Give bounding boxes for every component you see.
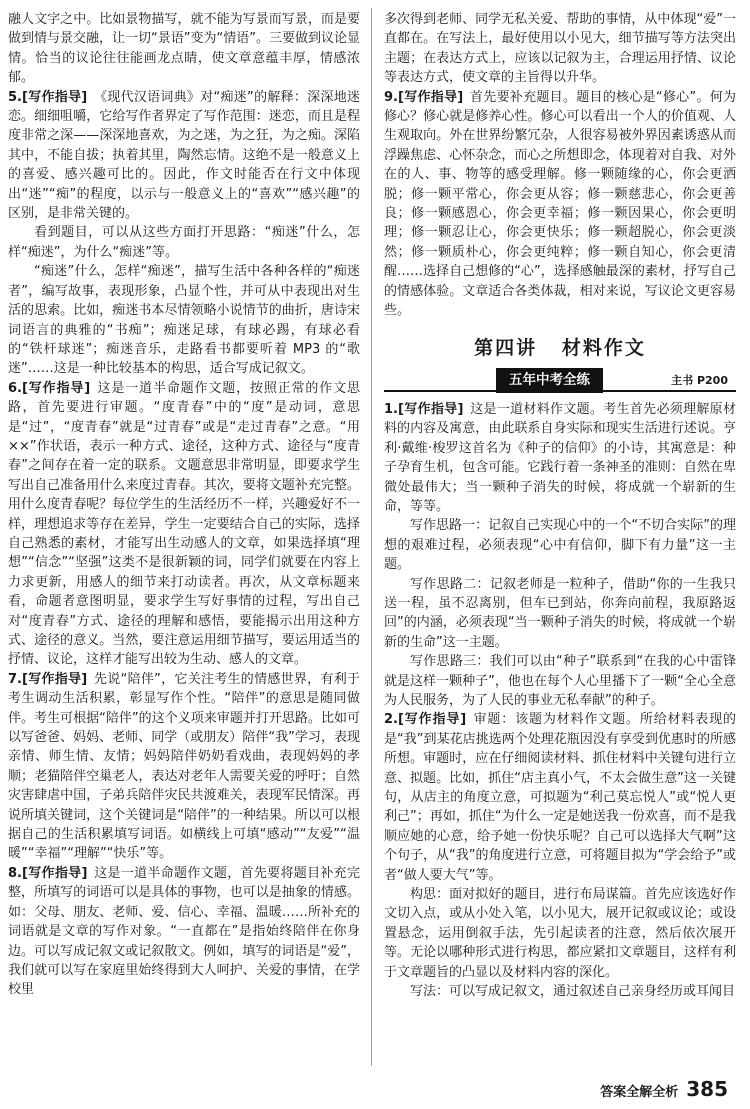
paragraph-text: 先说“陪伴”，它关注考生的情感世界，有利于考生调动生活积累，彰显写作个性。“陪伴”的意思是随同做伴。考生可根据“陪伴”的这个义项来审题并打开思路。比如可以写爸爸、妈妈、老师、同学（或朋友）陪伴“我”学习，表现亲情、师生情、友情；妈妈陪伴奶奶看戏曲，表现妈妈的孝顺；老猫陪伴空巢老人，表达对老年人需要关爱的呼吁；自然灾害肆虐中国，子弟兵陪伴灾民共渡难关，表现军民情深。再说所填关键词，这个关键词是“陪伴”的一种结果。所以可以根据自己的生活积累填写词语。如横线上可填“感动”“友爱”“温暖”“幸福”“理解”“快乐”等。	[8, 671, 360, 862]
item-number: 9.	[384, 89, 398, 105]
answer-item	[384, 400, 736, 711]
answer-item	[384, 88, 736, 321]
paragraph-text: 这是一道半命题作文题，按照正常的作文思路，首先要进行审题。“度青春”中的“度”是动词，意思是“过”，“度青春”就是“过青春”或是“走过青春”之意。“用××”作状语，表示一种方式、途径，这种方式、途径与“度青春”之间存在着一定的联系。文题意思非常明显，即要求学生写出自己准备用什么来度过青春。其次，要将文题补充完整。用什么度青春呢？每位学生的生活经历不一样，兴趣爱好不一样，理想追求等存在差异，学生一定要结合自己的实际，选择自己熟悉的素材，才能写出生动感人的文章，如果选择填“理想”“信念”“坚强”这类不是很新颖的词，同学们就要在内容上力求更新，用感人的细节来打动读者。再次，从文章标题来看，命题者意图明显，要求学生写好事情的过程，写出自己对“度青春”方式、途径的理解和感悟，要能揭示出用这种方式、途径的意义。当然，要注意运用细节描写，要运用适当的抒情、议论，这样才能写出较为生动、感人的文章。	[8, 380, 360, 668]
answer-paragraph: 构思：面对拟好的题目，进行布局谋篇。首先应该选好作文切入点，或从小处入笔，以小见大，展开记叙或议论；或设置悬念，运用倒叙手法，先引起读者的注意，然后依次展开等。无论以哪种形式进行构思，都应紧扣文章题目，这样有利于文章题旨的凸显以及材料内容的深化。	[384, 887, 736, 980]
answer-item	[8, 88, 360, 379]
answer-paragraph: 写作思路三：我们可以由“种子”联系到“在我的心中雷锋就是这样一颗种子”，他也在每个人心里播下了一颗“全心全意为人民服务，为了人民的事业无私奉献”的种子。	[384, 654, 736, 708]
answer-paragraph: 写作思路一：记叙自己实现心中的一个“不切合实际”的理想的艰难过程，必须表现“心中有信仰，脚下有力量”这一主题。	[384, 518, 736, 573]
page-footer	[600, 1077, 728, 1101]
chapter-title	[384, 336, 736, 359]
answer-first-paragraph	[8, 864, 360, 1000]
section-reference: 主书 P200	[671, 373, 728, 387]
right-column	[384, 10, 736, 1002]
answer-paragraph: 看到题目，可以从这些方面打开思路：“痴迷”什么，怎样“痴迷”，为什么“痴迷”等。	[8, 225, 360, 260]
answer-paragraph: 写法：可以写成记叙文，通过叙述自己亲身经历或耳闻目	[410, 984, 736, 1000]
column-divider	[371, 8, 372, 1066]
paragraph-text: 首先要补充题目。题目的核心是“修心”。何为修心？修心就是修养心性。修心可以看出一个人的价值观、人生观取向。外在世界纷繁冗杂，人很容易被外界因素诱惑从而浮躁焦虑、心怀杂念，而心之所想即念，体现着对自我、对外在的人、事、物等的感受理解。修一颗随缘的心，你会更洒脱；修一颗平常心，你会更从容；修一颗慈悲心，你会更善良；修一颗感恩心，你会更幸福；修一颗因果心，你会更明理；修一颗忍让心，你会更快乐；修一颗超脱心，你会更淡然；修一颗质朴心，你会更纯粹；修一颗自知心，你会更清醒……选择自己想修的“心”，选择感触最深的素材，抒写自己的情感体验。文章适合各类体裁，相对来说，写议论文更容易些。	[384, 89, 736, 319]
writing-guide-tag: [写作指导]	[21, 380, 91, 396]
right-intro-paragraph: 多次得到老师、同学无私关爱、帮助的事情，从中体现“爱”一直都在。在写法上，最好使用以小见大，细节描写等方法突出主题；在表达方式上，应该以记叙为主，合理运用抒情、议论等表达方式，使文章的主旨得以升华。	[384, 12, 736, 86]
writing-guide-tag: [写作指导]	[397, 712, 467, 728]
writing-guide-tag: [写作指导]	[397, 401, 464, 417]
answer-item	[8, 670, 360, 864]
right-items-group-2	[384, 400, 736, 1002]
section-header	[384, 368, 736, 392]
answer-item	[8, 864, 360, 1000]
item-number: 5.	[8, 89, 22, 105]
paragraph-text: 审题：该题为材料作文题。所给材料表现的是“我”到某花店挑选两个处理花瓶因没有享受到优惠时的所感所想。审题时，应在仔细阅读材料、抓住材料中关键句进行立意、拟题。比如，抓住“店主真小气，不太会做生意”这一关键句，从店主的角度立意，可拟题为“利己莫忘悦人”或“悦人更利己”；再如，抓住“为什么一定是她送我一份欢喜，而不是我顺应她的心意，给予她一份快乐呢？自己可以选择大气啊”这个句子，从“我”的角度进行立意，可将题目拟为“学会给予”或者“做人要大气”等。	[384, 712, 736, 883]
paragraph-text: 这是一道材料作文题。考生首先必须理解原材料的内容及寓意，由此联系自身实际和现实生活进行述说。亨利·戴维·梭罗这首名为《种子的信仰》的小诗，其寓意是：种子孕育生机，包含可能。它践行着一条神圣的准则：自然在卑微处最伟大；当一颗种子消失的时候，将成就一个崭新的生命，等等。	[384, 401, 736, 514]
item-number: 1.	[384, 401, 398, 417]
item-number: 2.	[384, 712, 398, 728]
writing-guide-tag: [写作指导]	[21, 865, 88, 881]
answer-item	[384, 710, 736, 1001]
answer-paragraph: “痴迷”什么，怎样“痴迷”，描写生活中各种各样的“痴迷者”，编写故事，表现形象，凸显个性，并可从中表现出对生活的思索。比如，痴迷书本尽情领略小说情节的曲折，唐诗宋词语言的典雅的“书痴”；痴迷足球，有球必踢，有球必看的“铁杆球迷”；痴迷音乐，走路看书都要听着 MP3 的“歌迷”……这是一种比较基本的构思，适合写成记叙文。	[8, 264, 360, 377]
footer-title: 答案全解全析	[600, 1085, 679, 1100]
writing-guide-tag: [写作指导]	[397, 89, 464, 105]
section-rule	[384, 390, 736, 392]
answer-first-paragraph	[8, 670, 360, 864]
paragraph-text: 这是一道半命题作文题，首先要将题目补充完整，所填写的词语可以是具体的事物，也可以是抽象的情感。如：父母、朋友、老师、爱、信心、幸福、温暖……所补充的词语就是文章的写作对象。“一直都在”是指始终陪伴在你身边。可以写成记叙文或记叙散文。例如，填写的词语是“爱”，我们就可以写在家庭里始终得到大人呵护、关爱的事情，在学校里	[8, 865, 360, 998]
answer-first-paragraph	[8, 379, 360, 670]
left-intro-paragraph: 融人文字之中。比如景物描写，就不能为写景而写景，而是要做到情与景交融，让一切“景语”变为“情语”。三要做到议论显情。恰当的议论往往能画龙点睛，使文章意蕴丰厚，情感浓郁。	[8, 12, 360, 86]
answer-item	[8, 379, 360, 670]
answer-first-paragraph	[384, 400, 736, 516]
chapter-number: 第四讲	[474, 336, 538, 359]
writing-guide-tag: [写作指导]	[21, 89, 88, 105]
chapter-name: 材料作文	[561, 336, 646, 359]
paragraph-text: 《现代汉语词典》对“痴迷”的解释：深深地迷恋。细细咀嚼，它给写作者界定了写作范围：迷恋，而且是程度非常之深——深深地喜欢，为之迷，为之狂，为之痴。深陷其中，不能自拔；执着其里，陶然忘情。这绝不是一般意义上的喜爱、感兴趣可比的。因此，作文时能否在行文中体现出“迷”“痴”的程度，以示与一般意义上的“喜欢”“感兴趣”的区别，是非常关键的。	[8, 89, 360, 222]
answer-first-paragraph	[8, 88, 360, 224]
right-items-group-1	[384, 88, 736, 321]
answer-first-paragraph	[384, 88, 736, 321]
item-number: 6.	[8, 380, 22, 396]
left-column	[8, 10, 360, 1000]
writing-guide-tag: [写作指导]	[21, 671, 88, 687]
section-badge: 五年中考全练	[496, 368, 603, 393]
item-number: 8.	[8, 865, 22, 881]
answer-first-paragraph	[384, 710, 736, 885]
page-number: 385	[686, 1077, 728, 1101]
answer-paragraph: 写作思路二：记叙老师是一粒种子，借助“你的一生我只送一程，虽不忍离别，但车已到站，你奔向前程，我原路返回”的内涵，必须表现“当一颗种子消失的时候，将成就一个崭新的生命”这一主题。	[384, 576, 736, 650]
item-number: 7.	[8, 671, 22, 687]
